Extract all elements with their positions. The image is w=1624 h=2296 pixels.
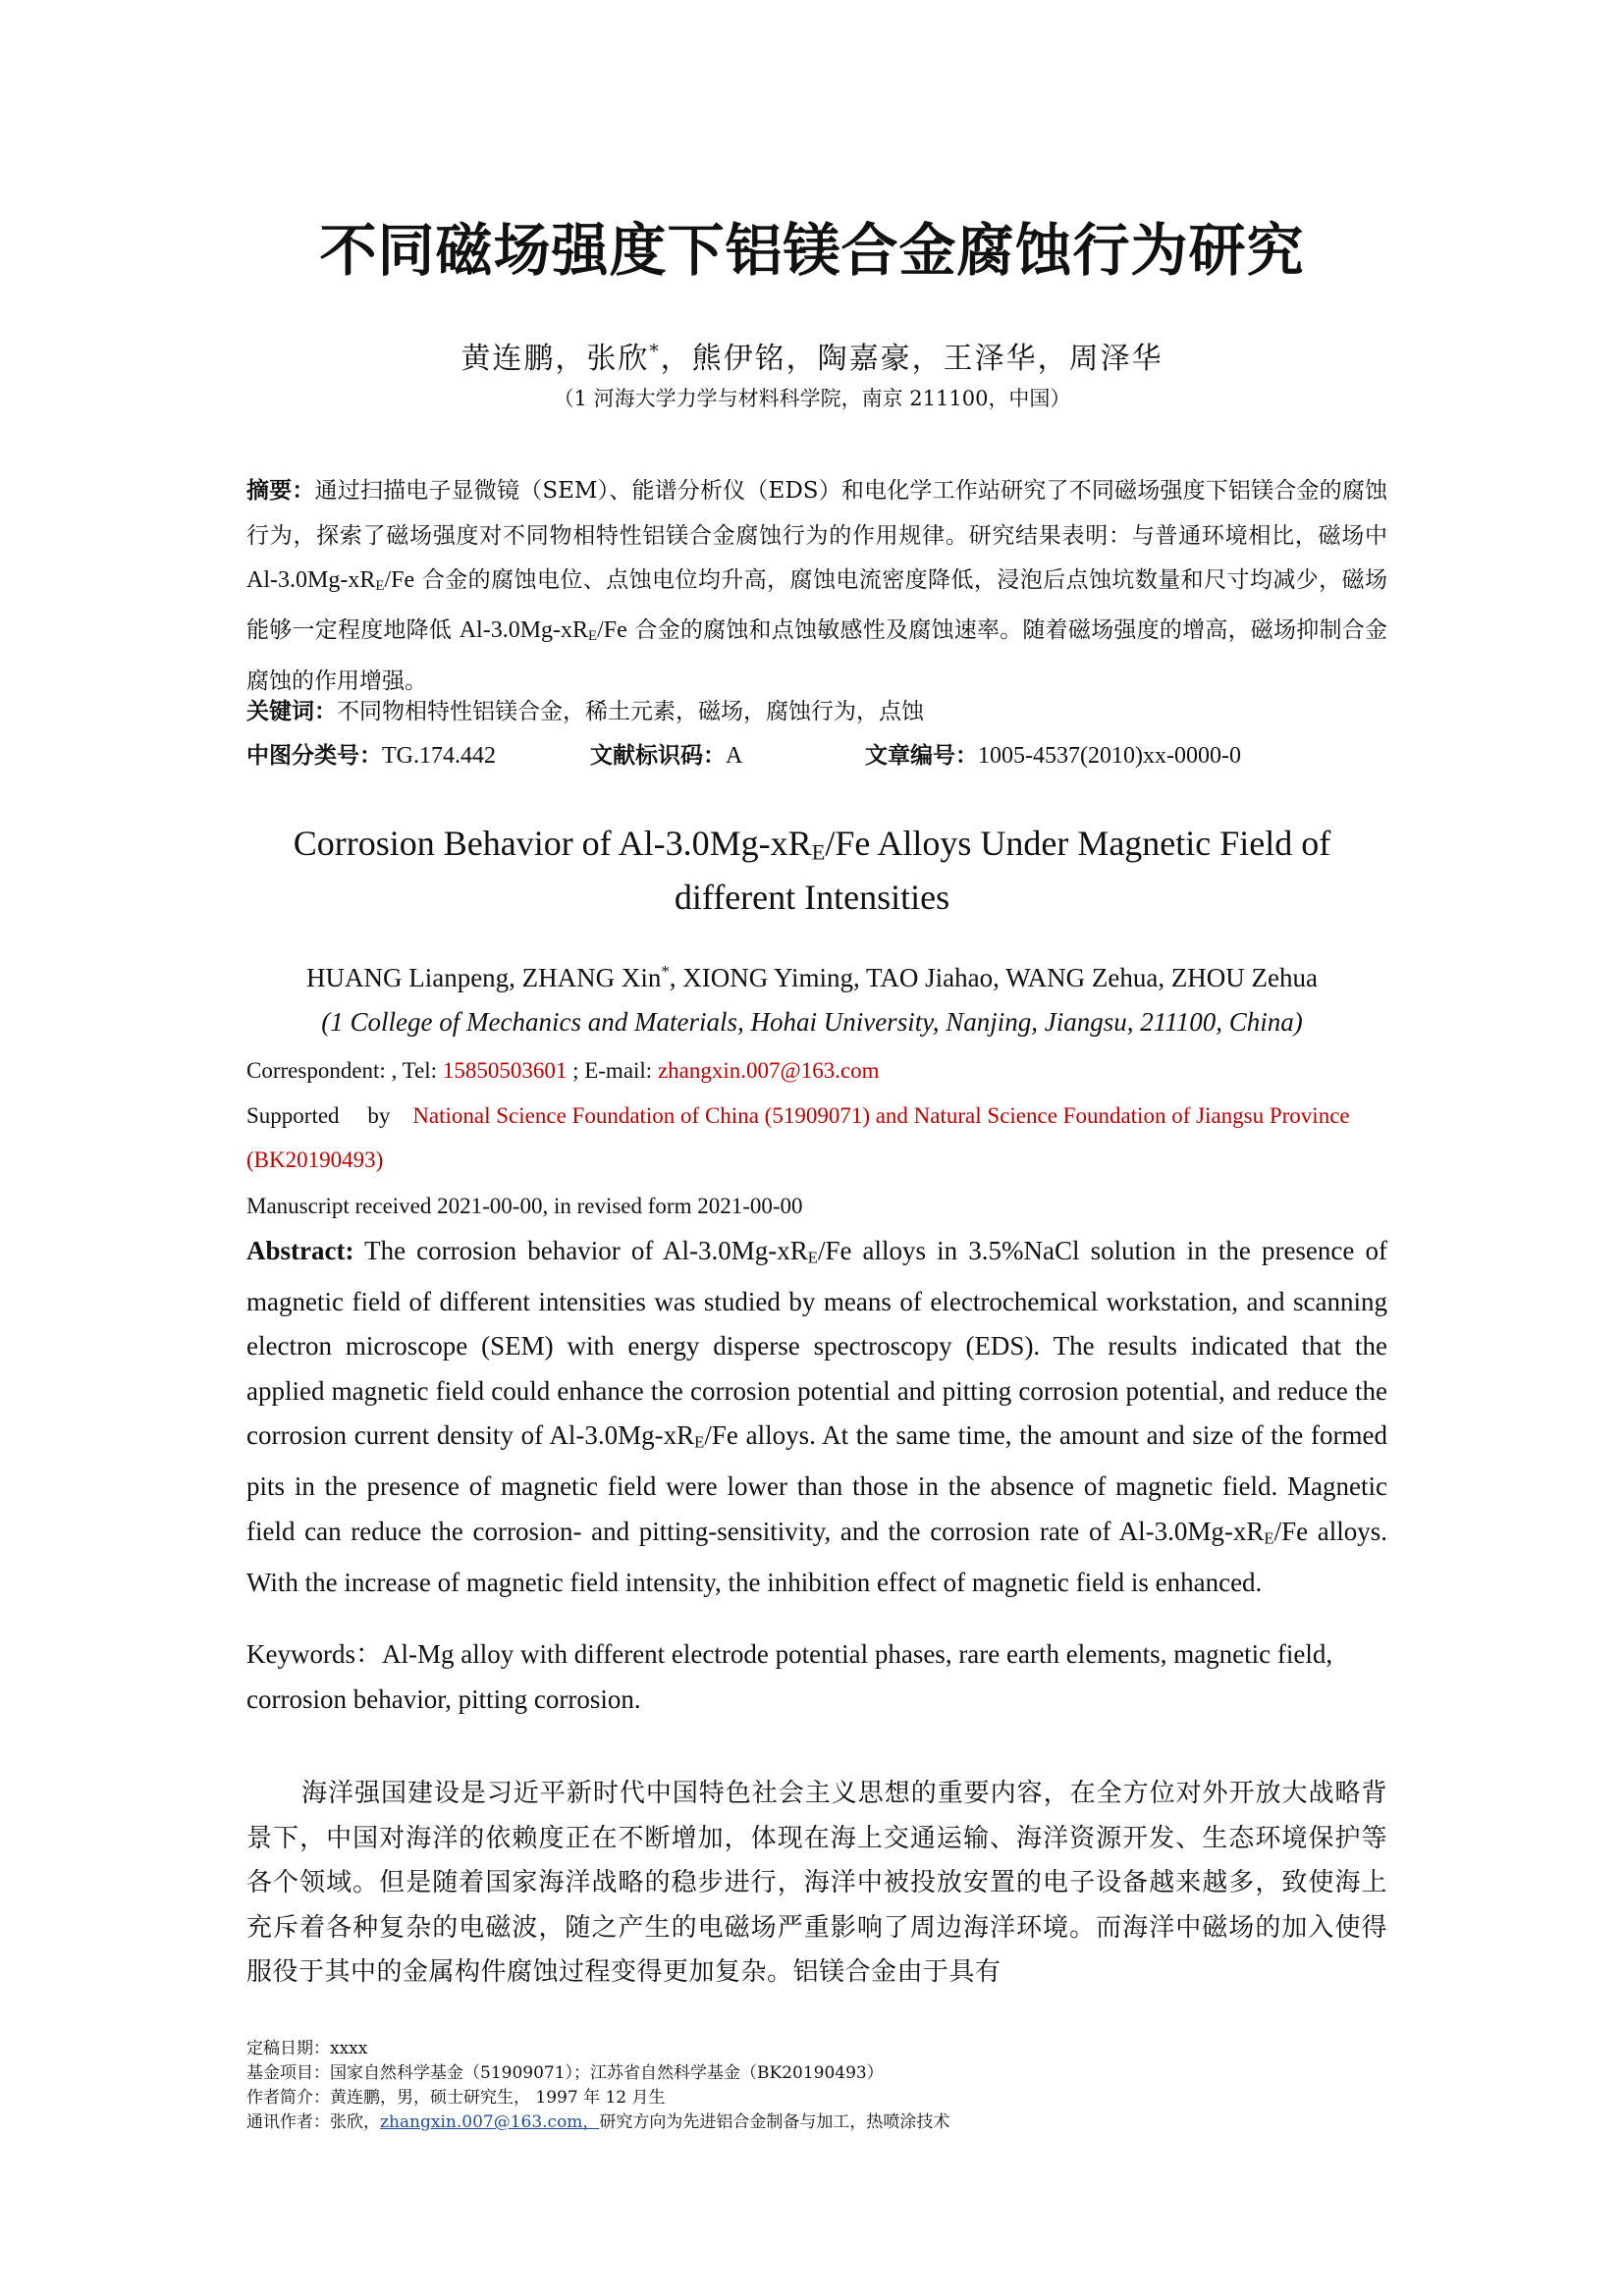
clc-number [246, 736, 496, 775]
chinese-authors-first: 黄连鹏，张欣 [460, 342, 650, 376]
alloy-name-1-main: Al-3.0Mg-xR [246, 567, 376, 593]
clc-label: 中图分类号： [246, 743, 382, 769]
english-title-sub: E [811, 839, 826, 865]
alloy-name-1-tail: /Fe [384, 567, 415, 593]
alloy-name-2-main: Al-3.0Mg-xR [459, 617, 589, 644]
chinese-abstract [246, 469, 1387, 704]
english-authors [0, 962, 1624, 993]
correspondent-tel: 15850503601 [442, 1058, 568, 1083]
alloy-name-2-tail: /Fe [597, 617, 627, 644]
chinese-title: 不同磁场强度下铝镁合金腐蚀行为研究 [319, 217, 1305, 284]
english-abstract-text-2: /Fe alloys in 3.5%NaCl solution in the presence of magnetic field of different intensities was studied by means of electrochemical workstation, and scanning electron microscope (SEM) with energy disperse spectroscopy (EDS). The results indicated that the applied magnetic field could enhance the corrosion potential and pitting corrosion potential, and reduce the corrosion current density of Al-3.0Mg-xR [246, 1236, 1387, 1451]
supported-line [246, 1094, 1387, 1182]
footnote-author: 作者简介：黄连鹏，男，硕士研究生， 1997 年 12 月生 [246, 2088, 666, 2108]
document-code [590, 736, 742, 775]
footnote-corr-suffix: 研究方向为先进铝合金制备与加工，热喷涂技术 [599, 2112, 950, 2132]
supported-prefix: Supported [246, 1103, 340, 1128]
clc-value: TG.174.442 [382, 743, 496, 769]
english-abstract-text-3: /Fe alloys. At the same time, the amount and size of the formed pits in the presence of magnetic field were lower than those in the absence of magnetic field. Magnetic field can reduce the corrosion- and pitting-sensitivity, and the corrosion rate of Al-3.0Mg-xR [246, 1420, 1387, 1546]
correspondent-email[interactable]: zhangxin.007@163.com [657, 1058, 880, 1083]
footnote-fund: 基金项目：国家自然科学基金（51909071）；江苏省自然科学基金（BK20190493） [246, 2063, 884, 2083]
correspondent-line [246, 1048, 1387, 1093]
correspondent-prefix: Correspondent: , Tel: [246, 1058, 443, 1083]
correspondent-mid: ; E-mail: [567, 1058, 658, 1083]
footnote-email-link[interactable]: zhangxin.007@163.com， [380, 2112, 600, 2132]
alloy-name-1 [246, 567, 414, 593]
footnote-block [246, 2037, 1387, 2135]
alloy-name-1-sub: E [375, 577, 385, 594]
chinese-abstract-text-2: 合金的腐蚀电位、点蚀电位均升高，腐蚀电流密度降低，浸泡后点蚀坑数量和尺寸均减少，磁场能够一定程度地降低 [246, 567, 1387, 644]
english-abstract-text-1: The corrosion behavior of Al-3.0Mg-xR [353, 1236, 808, 1265]
english-keywords [246, 1632, 1387, 1722]
document-code-label: 文献标识码： [590, 743, 726, 769]
document-code-value: A [726, 743, 743, 769]
supported-by: by [367, 1103, 391, 1128]
article-number [865, 736, 1241, 775]
article-number-label: 文章编号： [865, 743, 978, 769]
english-abstract-text-4: /Fe alloys. With the increase of magnetic field intensity, the inhibition effect of magnetic field is enhanced. [246, 1516, 1387, 1597]
english-keywords-label: Keywords： [246, 1639, 382, 1669]
english-abstract-sub-3: E [1264, 1528, 1274, 1548]
english-authors-first: HUANG Lianpeng, ZHANG Xin [305, 963, 662, 992]
chinese-authors-mark: * [649, 342, 661, 362]
chinese-affiliation: （1 河海大学力学与材料科学院，南京 211100，中国） [553, 387, 1071, 410]
english-title-part-1: Corrosion Behavior of Al-3.0Mg-xR [293, 824, 812, 863]
footnote-corresponding [246, 2110, 1387, 2135]
chinese-authors-rest: ，熊伊铭，陶嘉豪，王泽华，周泽华 [660, 342, 1164, 376]
alloy-name-2 [460, 617, 627, 643]
english-abstract-label: Abstract: [246, 1236, 354, 1265]
alloy-name-2-sub: E [588, 628, 598, 645]
english-abstract [246, 1229, 1387, 1605]
english-title-part-2: /Fe Alloys Under Magnetic Field of [825, 824, 1331, 863]
classification-line [246, 736, 1387, 775]
chinese-keywords-label: 关键词： [246, 699, 337, 724]
english-authors-rest: , XIONG Yiming, TAO Jiahao, WANG Zehua, ZHOU Zehua [669, 963, 1319, 992]
chinese-abstract-text-3: 合金的腐蚀和点蚀敏感性及腐蚀速率。随着磁场强度的增高，磁场抑制合金腐蚀的作用增强。 [246, 617, 1388, 694]
english-keywords-text: Al-Mg alloy with different electrode potential phases, rare earth elements, magnetic field, corrosion behavior, pitting corrosion. [246, 1639, 1333, 1714]
chinese-keywords-text: 不同物相特性铝镁合金，稀土元素，磁场，腐蚀行为，点蚀 [337, 699, 924, 724]
article-number-value: 1005-4537(2010)xx-0000-0 [978, 743, 1241, 769]
chinese-abstract-label: 摘要： [246, 478, 315, 504]
english-affiliation: (1 College of Mechanics and Materials, Hohai University, Nanjing, Jiangsu, 211100, China) [321, 1007, 1303, 1037]
english-authors-mark: * [661, 962, 670, 981]
footnote-corr-prefix: 通讯作者：张欣， [246, 2112, 380, 2132]
body-paragraph: 海洋强国建设是习近平新时代中国特色社会主义思想的重要内容，在全方位对外开放大战略背景下，中国对海洋的依赖度正在不断增加，体现在海上交通运输、海洋资源开发、生态环境保护等各个领域。但是随着国家海洋战略的稳步进行，海洋中被投放安置的电子设备越来越多，致使海上充斥着各种复杂的电磁波，随之产生的电磁场严重影响了周边海洋环境。而海洋中磁场的加入使得服役于其中的金属构件腐蚀过程变得更加复杂。铝镁合金由于具有 [246, 1779, 1387, 1987]
chinese-abstract-text-1: 通过扫描电子显微镜（SEM）、能谱分析仪（EDS）和电化学工作站研究了不同磁场强度下铝镁合金的腐蚀行为，探索了磁场强度对不同物相特性铝镁合金腐蚀行为的作用规律。研究结果表明：与普通环境相比，磁场中 [246, 478, 1387, 549]
english-title-line-2: different Intensities [674, 878, 950, 918]
english-abstract-sub-2: E [694, 1432, 705, 1452]
english-abstract-sub-1: E [807, 1248, 818, 1267]
chinese-authors [0, 334, 1624, 377]
english-title [0, 821, 1624, 920]
manuscript-line: Manuscript received 2021-00-00, in revised form 2021-00-00 [246, 1194, 803, 1218]
supported-funding: National Science Foundation of China (51909071) and Natural Science Foundation of Jiangsu Province (BK20190493) [246, 1103, 1350, 1172]
chinese-keywords [246, 692, 1387, 731]
footnote-date: 定稿日期：xxxx [246, 2039, 368, 2058]
